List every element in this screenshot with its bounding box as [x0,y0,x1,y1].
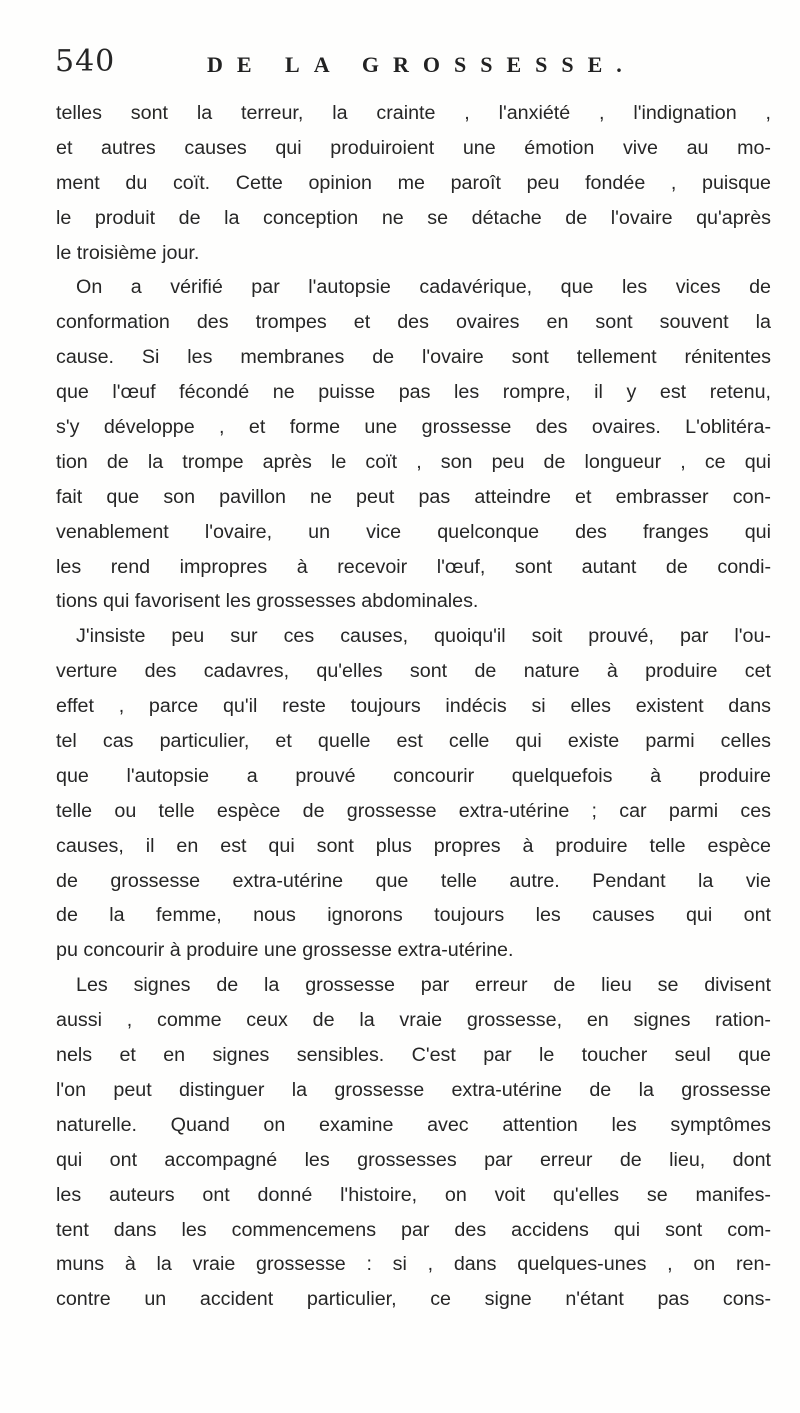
text-line: effet , parce qu'il reste toujours indécis si elles existent dans [56,695,771,718]
text-line: tions qui favorisent les grossesses abdominales. [56,590,479,613]
text-line: tion de la trompe après le coït , son peu de longueur , ce qui [56,450,771,473]
text-line: de la femme, nous ignorons toujours les causes qui ont [56,904,771,927]
text-line: contre un accident particulier, ce signe n'étant pas cons- [56,1288,771,1311]
text-line: venablement l'ovaire, un vice quelconque des franges qui [56,520,771,543]
text-line: causes, il en est qui sont plus propres à produire telle espèce [56,834,771,857]
text-line: pu concourir à produire une grossesse extra-utérine. [56,939,514,962]
text-line: tel cas particulier, et quelle est celle qui existe parmi celles [56,730,771,753]
text-line: naturelle. Quand on examine avec attention les symptômes [56,1113,771,1136]
text-line: muns à la vraie grossesse : si , dans quelques-unes , on ren- [56,1253,771,1276]
text-line: tent dans les commencemens par des accidens qui sont com- [56,1218,771,1241]
text-line: aussi , comme ceux de la vraie grossesse, en signes ration- [56,1009,771,1032]
text-line: qui ont accompagné les grossesses par erreur de lieu, dont [56,1148,771,1171]
text-line: les auteurs ont donné l'histoire, on voit qu'elles se manifes- [56,1183,771,1206]
running-title: DE LA GROSSESSE. [207,52,636,77]
text-line: s'y développe , et forme une grossesse des ovaires. L'oblitéra- [56,416,771,439]
page-header [55,40,755,90]
text-line: le troisième jour. [56,241,200,264]
text-line: et autres causes qui produiroient une émotion vive au mo- [56,136,771,159]
text-line: ment du coït. Cette opinion me paroît peu fondée , puisque [56,171,771,194]
text-line: verture des cadavres, qu'elles sont de nature à produire cet [56,660,771,683]
text-line: fait que son pavillon ne peut pas atteindre et embrasser con- [56,485,771,508]
text-line: J'insiste peu sur ces causes, quoiqu'il soit prouvé, par l'ou- [76,625,771,648]
text-line: telles sont la terreur, la crainte , l'anxiété , l'indignation , [56,102,771,124]
text-line: telle ou telle espèce de grossesse extra-utérine ; car parmi ces [56,799,771,822]
text-line: On a vérifié par l'autopsie cadavérique, que les vices de [76,276,771,299]
text-line: nels et en signes sensibles. C'est par le toucher seul que [56,1044,771,1067]
body-text [56,96,771,1317]
text-line: que l'autopsie a prouvé concourir quelquefois à produire [56,764,771,787]
text-line: le produit de la conception ne se détache de l'ovaire qu'après [56,206,771,229]
text-line: de grossesse extra-utérine que telle autre. Pendant la vie [56,869,771,892]
text-line: conformation des trompes et des ovaires en sont souvent la [56,311,771,334]
text-line: les rend impropres à recevoir l'œuf, sont autant de condi- [56,555,771,578]
text-line: l'on peut distinguer la grossesse extra-utérine de la grossesse [56,1078,771,1101]
text-line: que l'œuf fécondé ne puisse pas les rompre, il y est retenu, [56,381,771,404]
text-line: Les signes de la grossesse par erreur de lieu se divisent [76,974,771,997]
page-number: 540 [55,44,116,79]
text-line: cause. Si les membranes de l'ovaire sont tellement rénitentes [56,346,771,369]
